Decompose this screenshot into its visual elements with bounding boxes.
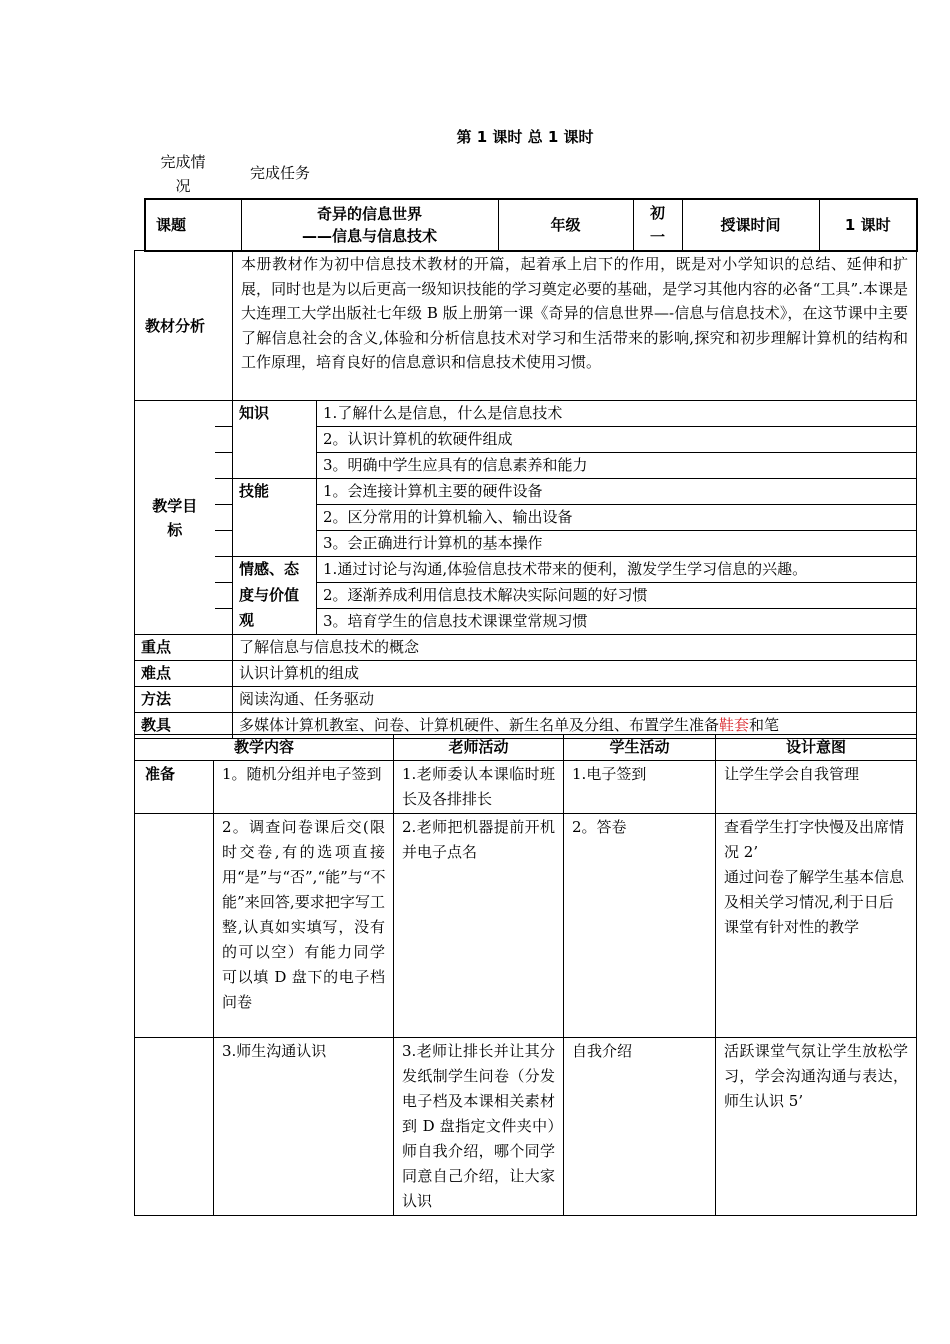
topic-label: 课题: [145, 199, 241, 251]
goal-item: 1.通过讨论与沟通,体验信息技术带来的便利，激发学生学习信息的兴趣。: [317, 557, 917, 583]
header-content: 教学内容: [135, 735, 394, 761]
difficulty-label: 难点: [135, 661, 233, 687]
goal-group-skill: 技能: [233, 479, 317, 557]
header-student: 学生活动: [564, 735, 716, 761]
time-label: 授课时间: [682, 199, 819, 251]
goals-label: 教学目标: [135, 401, 215, 635]
goal-item: 2。认识计算机的软硬件组成: [317, 427, 917, 453]
goal-group-attitude: 情感、态度与价值观: [233, 557, 317, 635]
time-value: 1 课时: [819, 199, 917, 251]
header-design: 设计意图: [716, 735, 917, 761]
header-teacher: 老师活动: [394, 735, 564, 761]
topic-line-1: 奇异的信息世界: [316, 205, 422, 223]
row-student: 自我介绍: [564, 1038, 716, 1216]
row-student: 2。答卷: [564, 814, 716, 1038]
difficulty-value: 认识计算机的组成: [233, 661, 917, 687]
completion-label: 完成情况: [160, 153, 206, 195]
tools-text-end: 和笔: [749, 716, 780, 734]
analysis-text: 本册教材作为初中信息技术教材的开篇，起着承上启下的作用，既是对小学知识的总结、延伸和扩展，同时也是为以后更高一级知识技能的学习奠定必要的基础，是学习其他内容的必备“工具”.本课是大连理工大学出版社七年级 B 版上册第一课《奇异的信息世界—-信息与信息技术》，在这节课中主要了解信息社会的含义,体验和分析信息技术对学习和生活带来的影响,探究和初步理解计算机的结构和工作原理，培育良好的信息意识和信息技术使用习惯。: [233, 251, 917, 401]
row-student: 1.电子签到: [564, 761, 716, 814]
stage-label: 准备: [135, 761, 214, 814]
row-content: 3.师生沟通认识: [214, 1038, 394, 1216]
row-teacher: 3.老师让排长并让其分发纸制学生问卷（分发电子档及本课相关素材到 D 盘指定文件夹中）师自我介绍，哪个同学同意自己介绍，让大家认识: [394, 1038, 564, 1216]
goal-item: 1.了解什么是信息，什么是信息技术: [317, 401, 917, 427]
grade-label: 年级: [498, 199, 633, 251]
row-content: 2。调查问卷课后交(限时交卷,有的选项直接用“是”与“否”,“能”与“不能”来回答,要求把字写工整,认真如实填写，没有的可以空）有能力同学可以填 D 盘下的电子档问卷: [214, 814, 394, 1038]
key-point-label: 重点: [135, 635, 233, 661]
tools-label: 教具: [135, 713, 233, 739]
goal-item: 3。明确中学生应具有的信息素养和能力: [317, 453, 917, 479]
analysis-label: 教材分析: [135, 251, 233, 401]
goal-item: 2。区分常用的计算机输入、输出设备: [317, 505, 917, 531]
row-design: 查看学生打字快慢及出席情况 2’ 通过问卷了解学生基本信息及相关学习情况,利于日后课堂有针对性的教学: [716, 814, 917, 1038]
grade-value: 初一: [633, 199, 682, 251]
tools-text: 多媒体计算机教室、问卷、计算机硬件、新生名单及分组、布置学生准备: [239, 716, 720, 734]
row-design: 让学生学会自我管理: [716, 761, 917, 814]
topic-value: [241, 199, 498, 251]
info-table: [144, 198, 918, 252]
row-content: 1。随机分组并电子签到: [214, 761, 394, 814]
goal-item: 2。逐渐养成利用信息技术解决实际问题的好习惯: [317, 583, 917, 609]
topic-line-2: ——信息与信息技术: [301, 227, 437, 245]
goal-item: 1。会连接计算机主要的硬件设备: [317, 479, 917, 505]
method-value: 阅读沟通、任务驱动: [233, 687, 917, 713]
key-point-value: 了解信息与信息技术的概念: [233, 635, 917, 661]
row-teacher: 2.老师把机器提前开机并电子点名: [394, 814, 564, 1038]
row-design: 活跃课堂气氛让学生放松学习，学会沟通沟通与表达，师生认识 5’: [716, 1038, 917, 1216]
goal-item: 3。会正确进行计算机的基本操作: [317, 531, 917, 557]
plan-table: [134, 250, 917, 739]
row-teacher: 1.老师委认本课临时班长及各排排长: [394, 761, 564, 814]
lesson-header: 第 1 课时 总 1 课时: [456, 128, 594, 146]
goal-item: 3。培育学生的信息技术课课堂常规习惯: [317, 609, 917, 635]
method-label: 方法: [135, 687, 233, 713]
process-table: [134, 734, 917, 1216]
tools-highlight: 鞋套: [719, 716, 750, 734]
goal-group-knowledge: 知识: [233, 401, 317, 479]
completion-task: 完成任务: [250, 164, 311, 182]
